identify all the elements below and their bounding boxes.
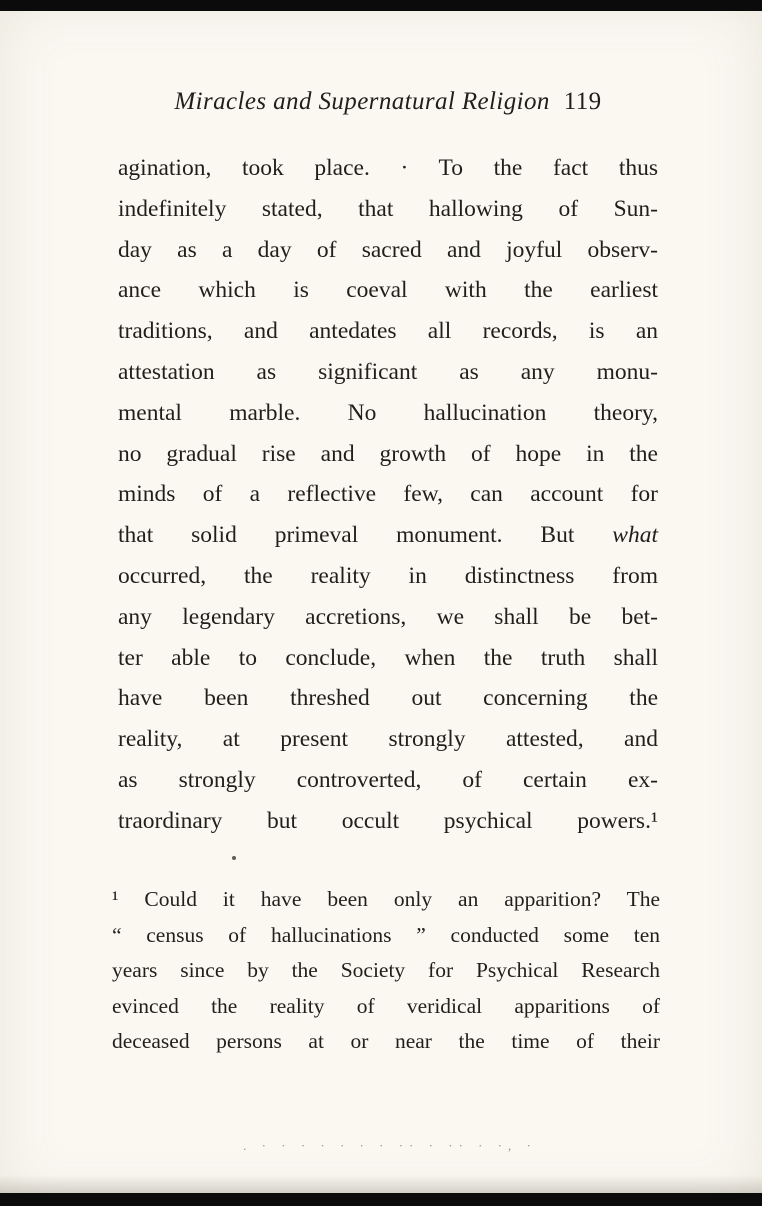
text-line: traordinary but occult psychical powers.¹	[118, 807, 658, 834]
book-title: Miracles and Supernatural Religion	[174, 88, 550, 115]
page-number: 119	[563, 88, 602, 115]
text-line: evinced the reality of veridical apparitions of	[112, 993, 660, 1018]
text-line: mental marble. No hallucination theory,	[118, 399, 658, 426]
footnote	[112, 882, 660, 1060]
scan-speck	[232, 856, 236, 860]
scan-edge-bottom	[0, 1193, 762, 1206]
text-line: ter able to conclude, when the truth shall	[118, 644, 658, 671]
text-line: minds of a reflective few, can account for	[118, 481, 658, 508]
text-line: agination, took place. · To the fact thus	[118, 155, 658, 181]
text-line: no gradual rise and growth of hope in the	[118, 440, 658, 467]
running-header	[118, 88, 658, 116]
text-line: day as a day of sacred and joyful observ-	[118, 236, 658, 263]
text-line: as strongly controverted, of certain ex-	[118, 766, 658, 793]
text-line: indefinitely stated, that hallowing of Sun-	[118, 195, 658, 222]
text-line: traditions, and antedates all records, is an	[118, 318, 658, 345]
scan-edge-top	[0, 0, 762, 11]
text-line: any legendary accretions, we shall be bet-	[118, 603, 658, 630]
text-line: occurred, the reality in distinctness from	[118, 562, 658, 589]
scan-noise-marks: . · · · · · · · ·· · ·· · ·, ·	[243, 1138, 537, 1153]
text-line: deceased persons at or near the time of their	[112, 1029, 660, 1054]
text-line: ance which is coeval with the earliest	[118, 277, 658, 304]
text-line: reality, at present strongly attested, and	[118, 726, 658, 753]
text-line: have been threshed out concerning the	[118, 685, 658, 712]
text-line: that solid primeval monument. But what	[118, 522, 658, 549]
body-text	[118, 148, 658, 842]
text-line: years since by the Society for Psychical Research	[112, 958, 660, 983]
text-line: attestation as significant as any monu-	[118, 358, 658, 385]
text-line: “ census of hallucinations ” conducted some ten	[112, 922, 660, 947]
text-line: ¹ Could it have been only an apparition? The	[112, 887, 660, 911]
